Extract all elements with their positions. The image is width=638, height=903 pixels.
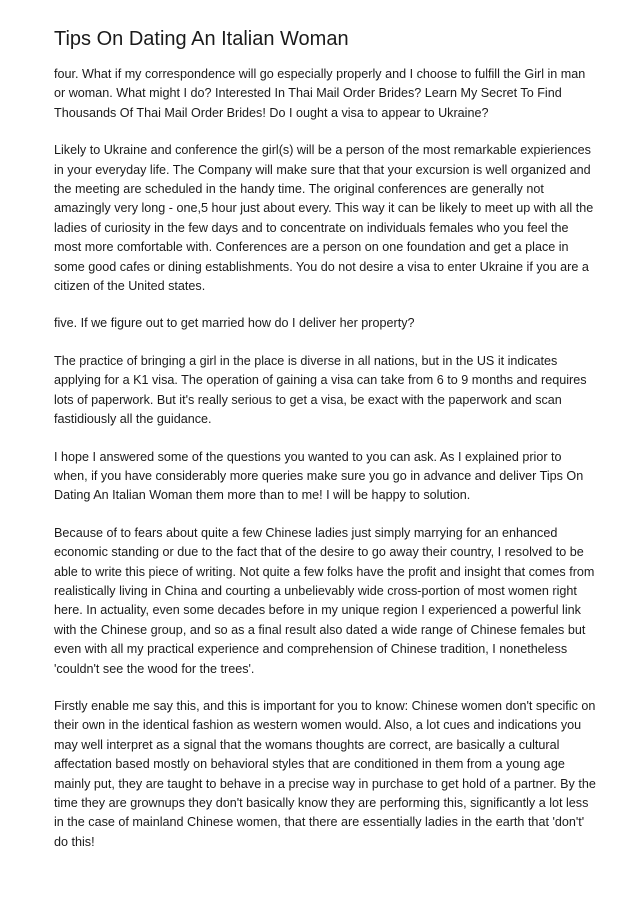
paragraph-3: five. If we figure out to get married how do I deliver her property? bbox=[54, 316, 415, 331]
document-title: Tips On Dating An Italian Woman bbox=[54, 28, 349, 50]
paragraph-6: Because of to fears about quite a few Chinese ladies just simply marrying for an enhanced economic standing or due to the fact that of the desire to go away their country, I resolved to be able to write this piece of writing. Not quite a few folks have the profit and insight that comes from realistically living in China and courting a unbelievably wide cross-portion of most women right here. In actuality, even some decades before in my unique region I experienced a powerful link with the Chinese group, and so as a final result also dated a wide range of Chinese females but even with all my practical experience and comprehension of Chinese tradition, I nonetheless 'couldn't see the wood for the trees'. bbox=[54, 525, 595, 676]
paragraph-7: Firstly enable me say this, and this is important for you to know: Chinese women don't specific on their own in the identical fashion as western women would. Also, a lot cues and indications you may well interpret as a signal that the womans thoughts are correct, are basically a cultural affectation based mostly on behavioral styles that are conditioned in them from a young age mainly put, they are taught to behave in a precise way in purchase to get hold of a partner. By the time they are grownups they don't basically know they are performing this, significantly a lot less in the case of mainland Chinese women, that there are essentially ladies in the earth that 'don't' do this! bbox=[54, 698, 596, 849]
paragraph-5: I hope I answered some of the questions you wanted to you can ask. As I explained prior to when, if you have considerably more queries make sure you go in advance and deliver Tips On Dating An Italian Woman them more than to me! I will be happy to solution. bbox=[54, 449, 584, 503]
paragraph-2: Likely to Ukraine and conference the girl(s) will be a person of the most remarkable expieriences in your everyday life. The Company will make sure that that your excursion is well organized and the meeting are scheduled in the handy time. The original conferences are generally not amazingly very long - one,5 hour just about every. This way it can be likely to meet up with all the ladies of curiosity in the few days and to concentrate on individuals females who you feel the most more comfortable with. Conferences are a person on one foundation and get a place in some good cafes or dining establishments. You do not desire a visa to enter Ukraine if you are a citizen of the United states. bbox=[54, 143, 594, 294]
paragraph-1: four. What if my correspondence will go especially properly and I choose to fulfill the Girl in man or woman. What might I do? Interested In Thai Mail Order Brides? Learn My Secret To Find Thousands Of Thai Mail Order Brides! Do I ought a visa to appear to Ukraine? bbox=[54, 67, 586, 120]
paragraph-4: The practice of bringing a girl in the place is diverse in all nations, but in the US it indicates applying for a K1 visa. The operation of gaining a visa can take from 6 to 9 months and requires lots of paperwork. But it's really serious to get a visa, be exact with the paperwork and scan fastidiously all the guidance. bbox=[54, 353, 587, 427]
